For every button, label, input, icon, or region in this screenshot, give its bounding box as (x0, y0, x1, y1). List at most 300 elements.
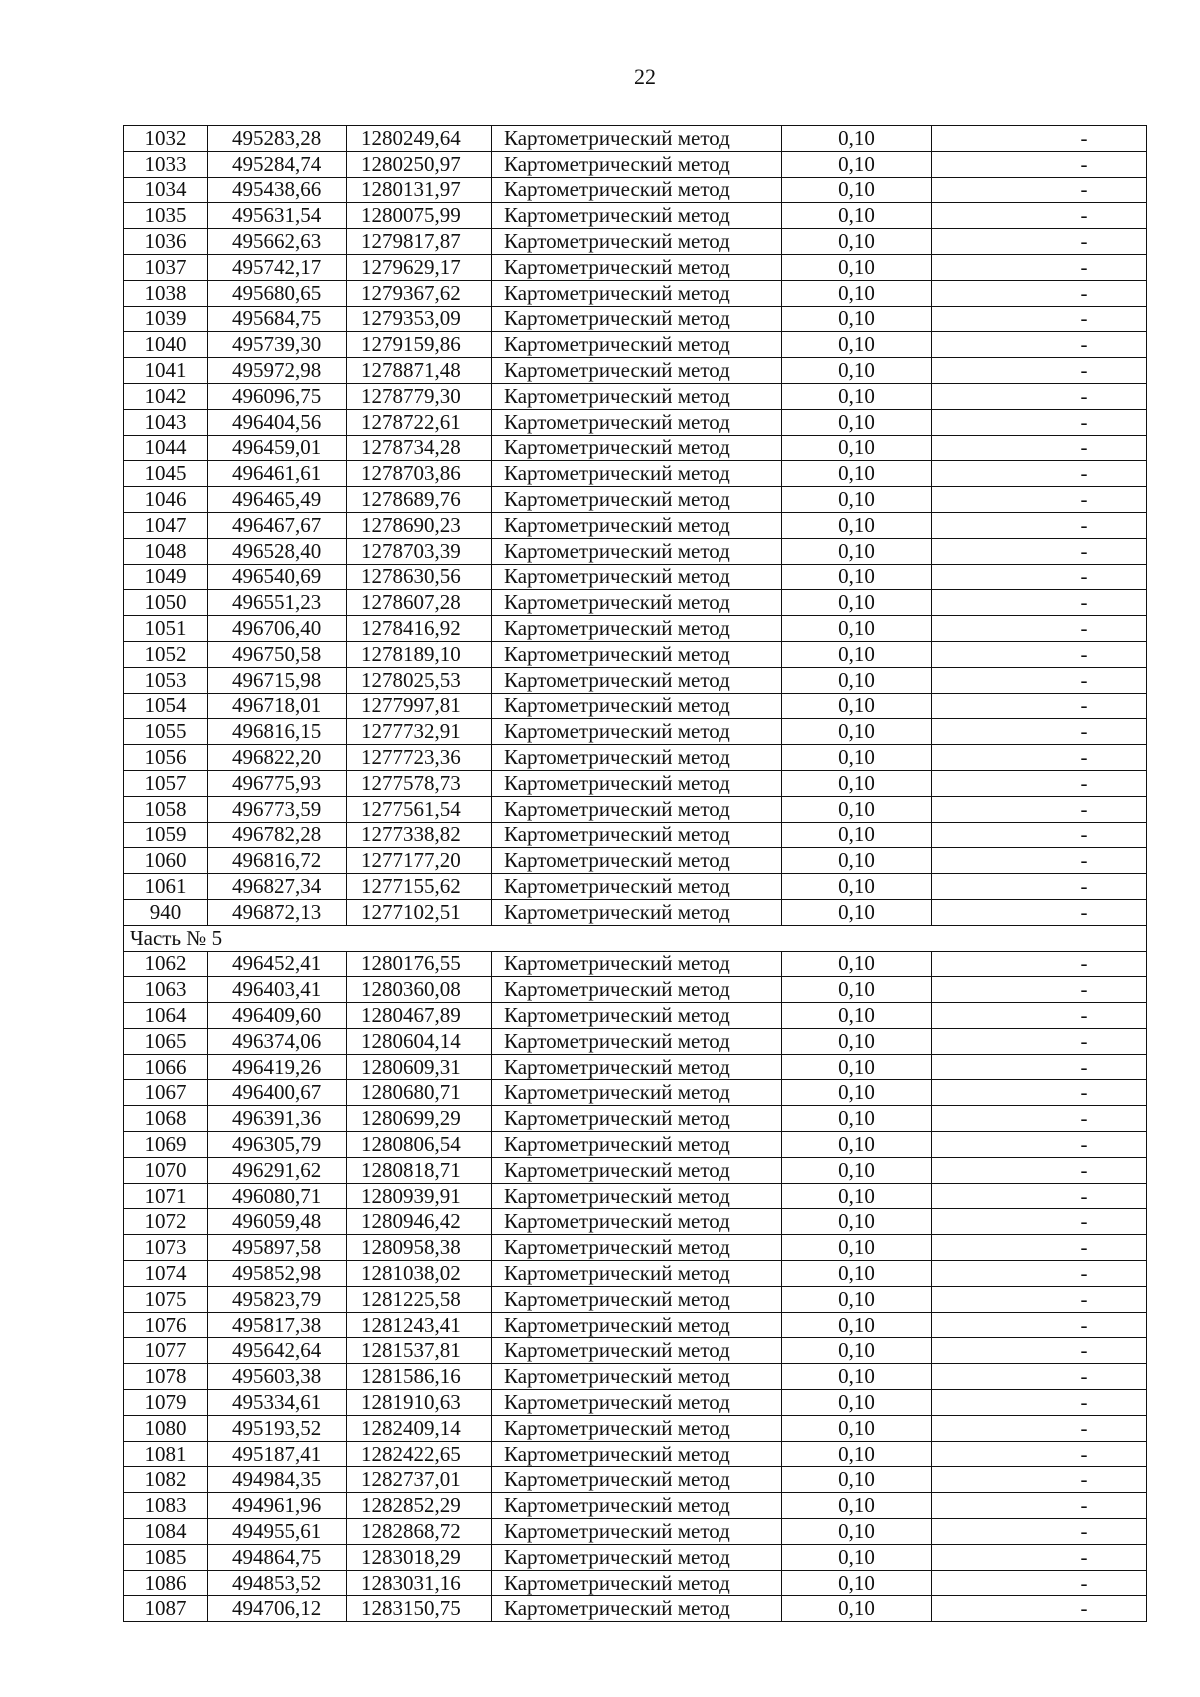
note-cell: - (932, 590, 1147, 616)
point-number-cell: 1080 (124, 1415, 208, 1441)
note-cell: - (932, 1028, 1147, 1054)
x-coordinate-cell: 496409,60 (208, 1003, 347, 1029)
y-coordinate-cell: 1281225,58 (347, 1286, 492, 1312)
table-row (124, 616, 1147, 642)
point-number-cell: 1076 (124, 1312, 208, 1338)
point-number-cell: 1064 (124, 1003, 208, 1029)
note-cell: - (932, 1338, 1147, 1364)
x-coordinate-cell: 496782,28 (208, 822, 347, 848)
table-row (124, 1338, 1147, 1364)
note-cell: - (932, 770, 1147, 796)
table-row (124, 1157, 1147, 1183)
y-coordinate-cell: 1278416,92 (347, 616, 492, 642)
method-cell: Картометрический метод (492, 203, 782, 229)
table-row (124, 1519, 1147, 1545)
method-cell: Картометрический метод (492, 770, 782, 796)
table-row (124, 719, 1147, 745)
method-cell: Картометрический метод (492, 1028, 782, 1054)
table-row (124, 358, 1147, 384)
precision-cell: 0,10 (782, 1132, 932, 1158)
precision-cell: 0,10 (782, 254, 932, 280)
y-coordinate-cell: 1280680,71 (347, 1080, 492, 1106)
precision-cell: 0,10 (782, 745, 932, 771)
point-number-cell: 1045 (124, 461, 208, 487)
x-coordinate-cell: 495817,38 (208, 1312, 347, 1338)
method-cell: Картометрический метод (492, 1235, 782, 1261)
note-cell: - (932, 1312, 1147, 1338)
note-cell: - (932, 538, 1147, 564)
point-number-cell: 1033 (124, 151, 208, 177)
table-row (124, 177, 1147, 203)
point-number-cell: 1038 (124, 280, 208, 306)
method-cell: Картометрический метод (492, 1003, 782, 1029)
note-cell: - (932, 1570, 1147, 1596)
y-coordinate-cell: 1281038,02 (347, 1261, 492, 1287)
x-coordinate-cell: 496872,13 (208, 899, 347, 925)
precision-cell: 0,10 (782, 770, 932, 796)
note-cell: - (932, 126, 1147, 152)
table-row (124, 899, 1147, 925)
point-number-cell: 1066 (124, 1054, 208, 1080)
table-row (124, 151, 1147, 177)
precision-cell: 0,10 (782, 564, 932, 590)
precision-cell: 0,10 (782, 899, 932, 925)
precision-cell: 0,10 (782, 1157, 932, 1183)
table-row (124, 951, 1147, 977)
table-row (124, 1441, 1147, 1467)
precision-cell: 0,10 (782, 177, 932, 203)
table-row (124, 1415, 1147, 1441)
precision-cell: 0,10 (782, 822, 932, 848)
x-coordinate-cell: 494706,12 (208, 1596, 347, 1622)
precision-cell: 0,10 (782, 1235, 932, 1261)
y-coordinate-cell: 1277102,51 (347, 899, 492, 925)
method-cell: Картометрический метод (492, 848, 782, 874)
table-row (124, 229, 1147, 255)
table-row (124, 254, 1147, 280)
y-coordinate-cell: 1283018,29 (347, 1544, 492, 1570)
point-number-cell: 1042 (124, 383, 208, 409)
y-coordinate-cell: 1283031,16 (347, 1570, 492, 1596)
method-cell: Картометрический метод (492, 1106, 782, 1132)
precision-cell: 0,10 (782, 538, 932, 564)
table-row (124, 1570, 1147, 1596)
precision-cell: 0,10 (782, 151, 932, 177)
precision-cell: 0,10 (782, 1544, 932, 1570)
precision-cell: 0,10 (782, 1441, 932, 1467)
point-number-cell: 1061 (124, 874, 208, 900)
point-number-cell: 1074 (124, 1261, 208, 1287)
x-coordinate-cell: 495852,98 (208, 1261, 347, 1287)
point-number-cell: 1056 (124, 745, 208, 771)
y-coordinate-cell: 1278189,10 (347, 641, 492, 667)
y-coordinate-cell: 1280806,54 (347, 1132, 492, 1158)
x-coordinate-cell: 496459,01 (208, 435, 347, 461)
x-coordinate-cell: 495631,54 (208, 203, 347, 229)
note-cell: - (932, 1003, 1147, 1029)
y-coordinate-cell: 1278734,28 (347, 435, 492, 461)
note-cell: - (932, 822, 1147, 848)
x-coordinate-cell: 496715,98 (208, 667, 347, 693)
method-cell: Картометрический метод (492, 796, 782, 822)
precision-cell: 0,10 (782, 1183, 932, 1209)
x-coordinate-cell: 495972,98 (208, 358, 347, 384)
note-cell: - (932, 693, 1147, 719)
table-row (124, 383, 1147, 409)
point-number-cell: 1052 (124, 641, 208, 667)
method-cell: Картометрический метод (492, 1415, 782, 1441)
note-cell: - (932, 203, 1147, 229)
point-number-cell: 1051 (124, 616, 208, 642)
method-cell: Картометрический метод (492, 1570, 782, 1596)
table-row (124, 874, 1147, 900)
method-cell: Картометрический метод (492, 1519, 782, 1545)
x-coordinate-cell: 496305,79 (208, 1132, 347, 1158)
x-coordinate-cell: 496374,06 (208, 1028, 347, 1054)
point-number-cell: 1071 (124, 1183, 208, 1209)
precision-cell: 0,10 (782, 461, 932, 487)
point-number-cell: 1057 (124, 770, 208, 796)
x-coordinate-cell: 496816,15 (208, 719, 347, 745)
point-number-cell: 1044 (124, 435, 208, 461)
table-row (124, 1235, 1147, 1261)
precision-cell: 0,10 (782, 1596, 932, 1622)
precision-cell: 0,10 (782, 1080, 932, 1106)
y-coordinate-cell: 1282852,29 (347, 1493, 492, 1519)
table-row (124, 1312, 1147, 1338)
point-number-cell: 1068 (124, 1106, 208, 1132)
rows-after-part (124, 951, 1147, 1622)
y-coordinate-cell: 1282737,01 (347, 1467, 492, 1493)
note-cell: - (932, 564, 1147, 590)
table-row (124, 461, 1147, 487)
precision-cell: 0,10 (782, 358, 932, 384)
point-number-cell: 1058 (124, 796, 208, 822)
table-row (124, 512, 1147, 538)
x-coordinate-cell: 495742,17 (208, 254, 347, 280)
note-cell: - (932, 1390, 1147, 1416)
y-coordinate-cell: 1281910,63 (347, 1390, 492, 1416)
y-coordinate-cell: 1278630,56 (347, 564, 492, 590)
y-coordinate-cell: 1277338,82 (347, 822, 492, 848)
table-row (124, 409, 1147, 435)
precision-cell: 0,10 (782, 383, 932, 409)
note-cell: - (932, 1286, 1147, 1312)
method-cell: Картометрический метод (492, 564, 782, 590)
precision-cell: 0,10 (782, 848, 932, 874)
precision-cell: 0,10 (782, 332, 932, 358)
y-coordinate-cell: 1279629,17 (347, 254, 492, 280)
note-cell: - (932, 641, 1147, 667)
method-cell: Картометрический метод (492, 667, 782, 693)
x-coordinate-cell: 494853,52 (208, 1570, 347, 1596)
table-row (124, 590, 1147, 616)
y-coordinate-cell: 1277997,81 (347, 693, 492, 719)
point-number-cell: 1077 (124, 1338, 208, 1364)
table-row (124, 667, 1147, 693)
y-coordinate-cell: 1280939,91 (347, 1183, 492, 1209)
method-cell: Картометрический метод (492, 1441, 782, 1467)
point-number-cell: 1062 (124, 951, 208, 977)
point-number-cell: 1086 (124, 1570, 208, 1596)
table-row (124, 1054, 1147, 1080)
precision-cell: 0,10 (782, 1286, 932, 1312)
x-coordinate-cell: 494864,75 (208, 1544, 347, 1570)
point-number-cell: 1083 (124, 1493, 208, 1519)
point-number-cell: 1065 (124, 1028, 208, 1054)
method-cell: Картометрический метод (492, 332, 782, 358)
note-cell: - (932, 1132, 1147, 1158)
table-row (124, 332, 1147, 358)
x-coordinate-cell: 495684,75 (208, 306, 347, 332)
y-coordinate-cell: 1278779,30 (347, 383, 492, 409)
note-cell: - (932, 951, 1147, 977)
y-coordinate-cell: 1280699,29 (347, 1106, 492, 1132)
precision-cell: 0,10 (782, 616, 932, 642)
y-coordinate-cell: 1280609,31 (347, 1054, 492, 1080)
table-row (124, 1209, 1147, 1235)
note-cell: - (932, 616, 1147, 642)
precision-cell: 0,10 (782, 487, 932, 513)
precision-cell: 0,10 (782, 796, 932, 822)
y-coordinate-cell: 1283150,75 (347, 1596, 492, 1622)
y-coordinate-cell: 1280467,89 (347, 1003, 492, 1029)
point-number-cell: 1035 (124, 203, 208, 229)
y-coordinate-cell: 1278690,23 (347, 512, 492, 538)
x-coordinate-cell: 495283,28 (208, 126, 347, 152)
precision-cell: 0,10 (782, 229, 932, 255)
rows-before-part (124, 126, 1147, 926)
precision-cell: 0,10 (782, 1415, 932, 1441)
y-coordinate-cell: 1282868,72 (347, 1519, 492, 1545)
x-coordinate-cell: 495193,52 (208, 1415, 347, 1441)
point-number-cell: 1048 (124, 538, 208, 564)
y-coordinate-cell: 1277723,36 (347, 745, 492, 771)
x-coordinate-cell: 495739,30 (208, 332, 347, 358)
method-cell: Картометрический метод (492, 1157, 782, 1183)
note-cell: - (932, 1493, 1147, 1519)
table-row (124, 770, 1147, 796)
x-coordinate-cell: 496400,67 (208, 1080, 347, 1106)
point-number-cell: 1046 (124, 487, 208, 513)
point-number-cell: 1040 (124, 332, 208, 358)
table-row (124, 1364, 1147, 1390)
method-cell: Картометрический метод (492, 822, 782, 848)
table-row (124, 487, 1147, 513)
point-number-cell: 1073 (124, 1235, 208, 1261)
precision-cell: 0,10 (782, 409, 932, 435)
precision-cell: 0,10 (782, 1312, 932, 1338)
part-header-row (124, 925, 1147, 951)
table-row (124, 306, 1147, 332)
note-cell: - (932, 1235, 1147, 1261)
coordinates-table (123, 125, 1147, 1622)
precision-cell: 0,10 (782, 203, 932, 229)
table-row (124, 641, 1147, 667)
point-number-cell: 1054 (124, 693, 208, 719)
method-cell: Картометрический метод (492, 1209, 782, 1235)
note-cell: - (932, 719, 1147, 745)
note-cell: - (932, 1364, 1147, 1390)
note-cell: - (932, 409, 1147, 435)
method-cell: Картометрический метод (492, 1132, 782, 1158)
note-cell: - (932, 1080, 1147, 1106)
method-cell: Картометрический метод (492, 590, 782, 616)
note-cell: - (932, 151, 1147, 177)
precision-cell: 0,10 (782, 719, 932, 745)
x-coordinate-cell: 494984,35 (208, 1467, 347, 1493)
precision-cell: 0,10 (782, 951, 932, 977)
note-cell: - (932, 1441, 1147, 1467)
point-number-cell: 1082 (124, 1467, 208, 1493)
x-coordinate-cell: 496403,41 (208, 977, 347, 1003)
note-cell: - (932, 306, 1147, 332)
method-cell: Картометрический метод (492, 1183, 782, 1209)
note-cell: - (932, 177, 1147, 203)
method-cell: Картометрический метод (492, 435, 782, 461)
note-cell: - (932, 1157, 1147, 1183)
precision-cell: 0,10 (782, 1364, 932, 1390)
table-row (124, 796, 1147, 822)
precision-cell: 0,10 (782, 641, 932, 667)
precision-cell: 0,10 (782, 306, 932, 332)
y-coordinate-cell: 1280075,99 (347, 203, 492, 229)
precision-cell: 0,10 (782, 1003, 932, 1029)
point-number-cell: 1087 (124, 1596, 208, 1622)
point-number-cell: 1079 (124, 1390, 208, 1416)
method-cell: Картометрический метод (492, 1261, 782, 1287)
point-number-cell: 1059 (124, 822, 208, 848)
table-row (124, 538, 1147, 564)
note-cell: - (932, 1519, 1147, 1545)
precision-cell: 0,10 (782, 512, 932, 538)
method-cell: Картометрический метод (492, 177, 782, 203)
point-number-cell: 1063 (124, 977, 208, 1003)
x-coordinate-cell: 495187,41 (208, 1441, 347, 1467)
note-cell: - (932, 435, 1147, 461)
method-cell: Картометрический метод (492, 409, 782, 435)
x-coordinate-cell: 494955,61 (208, 1519, 347, 1545)
precision-cell: 0,10 (782, 280, 932, 306)
table-row (124, 1106, 1147, 1132)
note-cell: - (932, 1544, 1147, 1570)
table-row (124, 1132, 1147, 1158)
note-cell: - (932, 874, 1147, 900)
table-row (124, 280, 1147, 306)
point-number-cell: 1081 (124, 1441, 208, 1467)
point-number-cell: 1043 (124, 409, 208, 435)
method-cell: Картометрический метод (492, 1080, 782, 1106)
precision-cell: 0,10 (782, 1054, 932, 1080)
y-coordinate-cell: 1280604,14 (347, 1028, 492, 1054)
method-cell: Картометрический метод (492, 1544, 782, 1570)
x-coordinate-cell: 496775,93 (208, 770, 347, 796)
y-coordinate-cell: 1280946,42 (347, 1209, 492, 1235)
point-number-cell: 1085 (124, 1544, 208, 1570)
method-cell: Картометрический метод (492, 461, 782, 487)
table-row (124, 745, 1147, 771)
method-cell: Картометрический метод (492, 126, 782, 152)
precision-cell: 0,10 (782, 1261, 932, 1287)
point-number-cell: 1041 (124, 358, 208, 384)
precision-cell: 0,10 (782, 1338, 932, 1364)
note-cell: - (932, 1415, 1147, 1441)
y-coordinate-cell: 1280818,71 (347, 1157, 492, 1183)
point-number-cell: 1078 (124, 1364, 208, 1390)
note-cell: - (932, 848, 1147, 874)
precision-cell: 0,10 (782, 1467, 932, 1493)
note-cell: - (932, 667, 1147, 693)
precision-cell: 0,10 (782, 435, 932, 461)
method-cell: Картометрический метод (492, 693, 782, 719)
x-coordinate-cell: 496452,41 (208, 951, 347, 977)
y-coordinate-cell: 1280176,55 (347, 951, 492, 977)
x-coordinate-cell: 495680,65 (208, 280, 347, 306)
x-coordinate-cell: 496706,40 (208, 616, 347, 642)
note-cell: - (932, 383, 1147, 409)
x-coordinate-cell: 494961,96 (208, 1493, 347, 1519)
precision-cell: 0,10 (782, 1493, 932, 1519)
x-coordinate-cell: 495334,61 (208, 1390, 347, 1416)
point-number-cell: 1067 (124, 1080, 208, 1106)
method-cell: Картометрический метод (492, 306, 782, 332)
x-coordinate-cell: 495662,63 (208, 229, 347, 255)
point-number-cell: 1049 (124, 564, 208, 590)
x-coordinate-cell: 496750,58 (208, 641, 347, 667)
table-row (124, 1261, 1147, 1287)
table-row (124, 822, 1147, 848)
y-coordinate-cell: 1281243,41 (347, 1312, 492, 1338)
note-cell: - (932, 512, 1147, 538)
point-number-cell: 1072 (124, 1209, 208, 1235)
method-cell: Картометрический метод (492, 487, 782, 513)
part-section (124, 925, 1147, 951)
x-coordinate-cell: 496528,40 (208, 538, 347, 564)
point-number-cell: 1055 (124, 719, 208, 745)
table-row (124, 1390, 1147, 1416)
table-row (124, 1028, 1147, 1054)
table-row (124, 126, 1147, 152)
y-coordinate-cell: 1278607,28 (347, 590, 492, 616)
point-number-cell: 1032 (124, 126, 208, 152)
x-coordinate-cell: 495642,64 (208, 1338, 347, 1364)
note-cell: - (932, 487, 1147, 513)
x-coordinate-cell: 495897,58 (208, 1235, 347, 1261)
y-coordinate-cell: 1278025,53 (347, 667, 492, 693)
method-cell: Картометрический метод (492, 1596, 782, 1622)
table-row (124, 564, 1147, 590)
page-number: 22 (634, 64, 656, 89)
method-cell: Картометрический метод (492, 229, 782, 255)
point-number-cell: 1047 (124, 512, 208, 538)
method-cell: Картометрический метод (492, 899, 782, 925)
x-coordinate-cell: 496816,72 (208, 848, 347, 874)
point-number-cell: 1060 (124, 848, 208, 874)
x-coordinate-cell: 496465,49 (208, 487, 347, 513)
method-cell: Картометрический метод (492, 1054, 782, 1080)
table-row (124, 1544, 1147, 1570)
x-coordinate-cell: 496059,48 (208, 1209, 347, 1235)
x-coordinate-cell: 495438,66 (208, 177, 347, 203)
point-number-cell: 1053 (124, 667, 208, 693)
part-label: Часть № 5 (124, 925, 1147, 951)
table-row (124, 435, 1147, 461)
method-cell: Картометрический метод (492, 719, 782, 745)
x-coordinate-cell: 496718,01 (208, 693, 347, 719)
x-coordinate-cell: 496773,59 (208, 796, 347, 822)
x-coordinate-cell: 495603,38 (208, 1364, 347, 1390)
table-row (124, 1080, 1147, 1106)
